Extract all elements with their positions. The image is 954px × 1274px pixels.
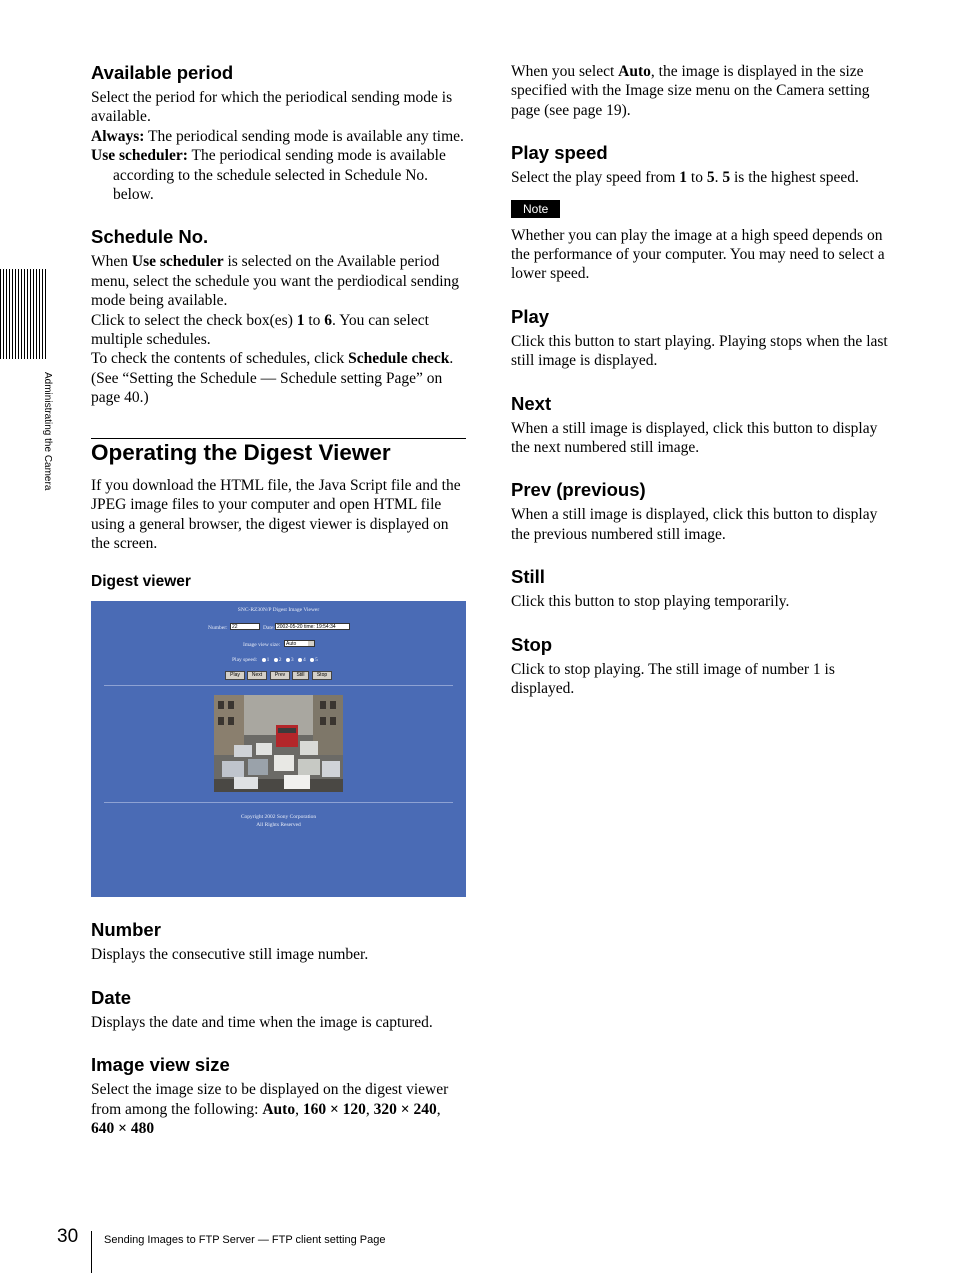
separator: , [436, 1100, 441, 1118]
viewer-speed-option: 5 [315, 657, 318, 664]
next-text: When a still image is displayed, click this button to display the next numbered still image. [511, 419, 878, 457]
viewer-speed-row [232, 657, 318, 663]
viewer-size-label: Image view size: [243, 642, 281, 649]
viewer-number-field: 22 [230, 623, 260, 630]
text-span: When you select [511, 63, 619, 80]
bold-term: 5 [706, 169, 715, 187]
always-item [91, 127, 466, 146]
schedule-no-p3 [91, 349, 466, 407]
text-span: is selected on the Available period menu, select the schedule you want the perdiodical sending mode being available. [91, 253, 460, 310]
bold-term: Use scheduler [131, 253, 224, 271]
size-option: 160 × 120 [302, 1100, 366, 1118]
right-column [511, 62, 891, 699]
radio-icon [298, 658, 302, 662]
street-photo [214, 695, 343, 792]
text-span: Select the image size to be displayed on the digest viewer from among the following: [91, 1081, 449, 1118]
text-span: When [91, 253, 132, 271]
viewer-next-button: Next [247, 671, 267, 680]
schedule-no-heading: Schedule No. [91, 226, 209, 248]
use-scheduler-term: Use scheduler: [91, 147, 188, 165]
footer-text: Sending Images to FTP Server — FTP client setting Page [104, 1234, 386, 1246]
section-title: Operating the Digest Viewer [91, 438, 466, 466]
size-option: Auto [262, 1100, 296, 1118]
radio-icon [262, 658, 266, 662]
viewer-speed-option: 2 [278, 657, 282, 664]
viewer-date-field: 2002-05-20 time: 19:54:34 [275, 623, 350, 630]
note-text: Whether you can play the image at a high speed depends on the performance of your computer. You may need to select a lower speed. [511, 226, 885, 283]
next-heading: Next [511, 392, 552, 414]
chevron-down-icon [308, 641, 314, 646]
bold-term: 5 [722, 169, 731, 187]
viewer-size-select [284, 640, 315, 647]
viewer-speed-option: 3 [290, 657, 294, 664]
still-heading: Still [511, 566, 545, 588]
digest-viewer-subheading: Digest viewer [91, 573, 191, 591]
viewer-speed-option: 1 [266, 657, 270, 664]
bold-term: Schedule check [348, 350, 450, 368]
text-span: . You can select multiple schedules. [91, 311, 429, 349]
viewer-size-value: Auto [286, 641, 297, 648]
date-heading: Date [91, 986, 132, 1008]
viewer-still-button: Still [292, 671, 309, 680]
text-span: , the image is displayed in the size specified with the Image size menu on the Camera setting page (see page 19). [511, 63, 870, 119]
viewer-stop-button: Stop [312, 671, 332, 680]
use-scheduler-text: The periodical sending mode is available according to the schedule selected in Schedule No. below. [113, 147, 446, 204]
viewer-divider [104, 685, 453, 686]
text-span: to [304, 311, 325, 329]
viewer-number-label: Number: [208, 625, 228, 632]
bold-term: 1 [296, 311, 305, 329]
left-column [91, 62, 466, 1138]
bold-term: 6 [324, 311, 333, 329]
play-speed-heading: Play speed [511, 142, 608, 164]
text-span: to [687, 169, 707, 187]
size-option: 640 × 480 [91, 1119, 155, 1137]
bold-term: Auto [618, 63, 651, 80]
radio-icon [310, 658, 314, 662]
sidebar-decoration [0, 269, 46, 359]
prev-text: When a still image is displayed, click this button to display the previous numbered still image. [511, 506, 878, 543]
stop-text: Click to stop playing. The still image of number 1 is displayed. [511, 660, 835, 698]
date-text: Displays the date and time when the image is captured. [91, 1013, 433, 1031]
text-span: . [714, 169, 723, 187]
page-number: 30 [57, 1226, 79, 1247]
separator: , [295, 1100, 303, 1118]
text-span: Select the play speed from [511, 169, 680, 187]
radio-icon [286, 658, 290, 662]
stop-heading: Stop [511, 633, 553, 655]
image-view-size-heading: Image view size [91, 1054, 230, 1076]
viewer-date-label: Date: [263, 625, 275, 632]
text-span: To check the contents of schedules, click [91, 350, 349, 368]
play-heading: Play [511, 305, 550, 327]
sidebar-section-label: Administrating the Camera [42, 372, 53, 491]
auto-paragraph [511, 62, 891, 120]
viewer-play-button: Play [225, 671, 245, 680]
available-period-intro: Select the period for which the periodical sending mode is available. [91, 89, 453, 126]
schedule-no-p2 [91, 311, 466, 350]
viewer-speed-option: 4 [302, 657, 306, 664]
still-text: Click this button to stop playing temporarily. [511, 593, 790, 611]
viewer-copyright: Copyright 2002 Sony Corporation [240, 814, 317, 821]
viewer-title: SNC-RZ30N/P Digest Image Viewer [237, 607, 320, 614]
size-option: 320 × 240 [373, 1100, 437, 1118]
play-text: Click this button to start playing. Playing stops when the last still image is displayed. [511, 332, 888, 370]
separator: , [365, 1100, 374, 1118]
number-text: Displays the consecutive still image number. [91, 946, 369, 964]
viewer-rights: All Rights Reserved [256, 822, 301, 829]
image-view-size-text [91, 1080, 466, 1138]
digest-viewer-screenshot [91, 601, 466, 897]
prev-heading: Prev (previous) [511, 479, 646, 501]
footer-divider [91, 1231, 92, 1273]
use-scheduler-item [91, 146, 466, 204]
play-speed-text [511, 168, 891, 187]
radio-icon [274, 658, 278, 662]
text-span: Click to select the check box(es) [91, 311, 297, 329]
always-term: Always: [91, 127, 145, 145]
viewer-prev-button: Prev [270, 671, 290, 680]
schedule-no-p1 [91, 252, 466, 310]
viewer-divider [104, 802, 453, 803]
text-span: is the highest speed. [730, 169, 859, 187]
available-period-heading: Available period [91, 62, 234, 83]
number-heading: Number [91, 919, 161, 941]
digest-intro: If you download the HTML file, the Java Script file and the JPEG image files to your computer and open HTML file using a general browser, the digest viewer is displayed on the screen. [91, 476, 461, 552]
always-text: The periodical sending mode is available any time. [144, 127, 464, 145]
text-span: . (See “Setting the Schedule — Schedule setting Page” on page 40.) [91, 350, 454, 407]
note-label: Note [511, 200, 560, 218]
bold-term: 1 [679, 169, 688, 187]
viewer-speed-label: Play speed: [232, 657, 258, 664]
